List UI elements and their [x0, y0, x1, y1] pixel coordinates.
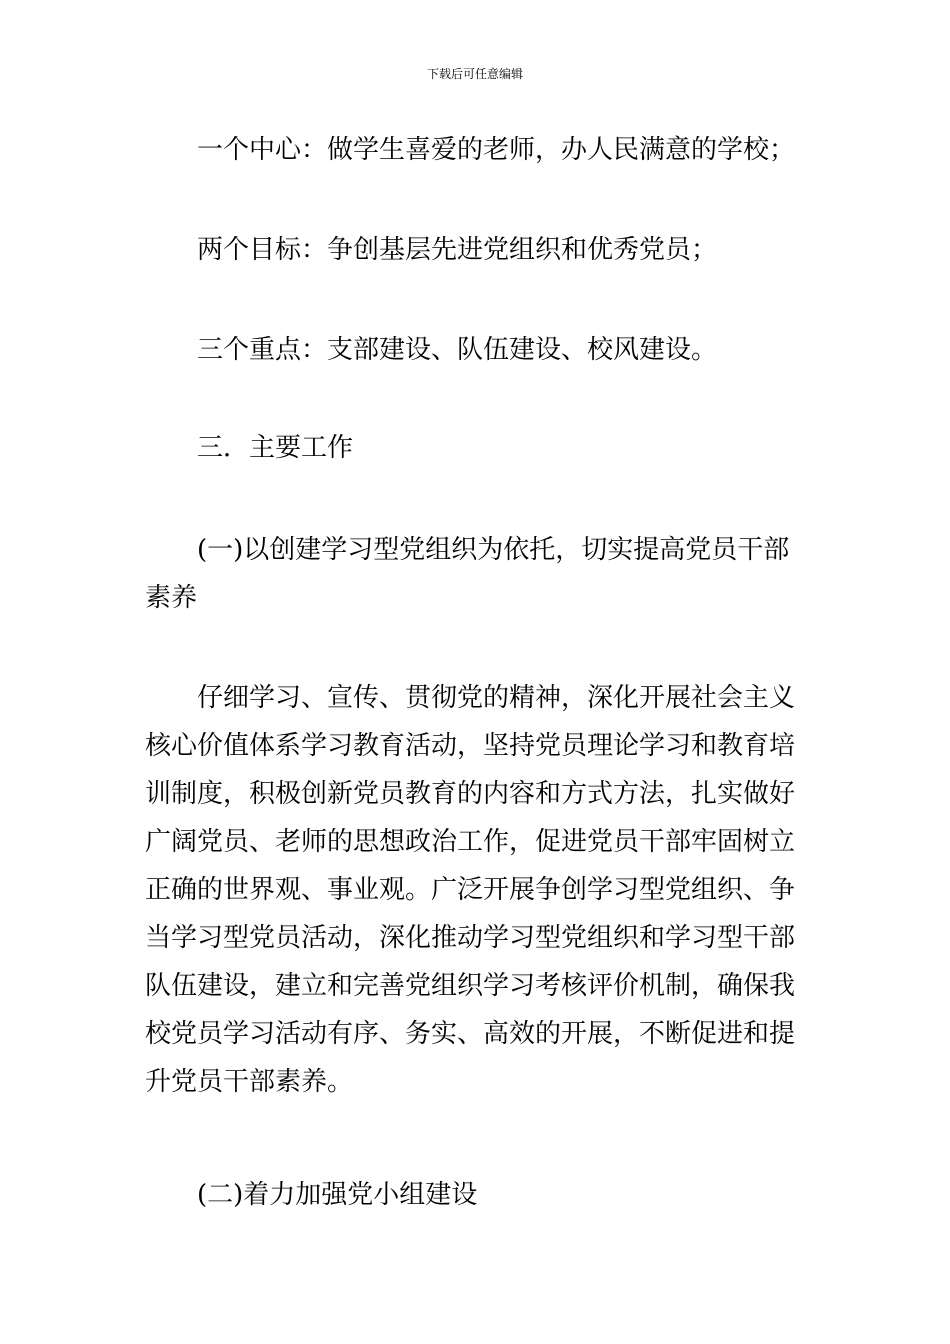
paragraph-row: 当学习型党员活动，深化推动学习型党组织和学习型干部 [145, 923, 796, 953]
body-paragraph [145, 674, 810, 1106]
paragraph-row: 核心价值体系学习教育活动，坚持党员理论学习和教育培 [145, 731, 796, 761]
subsection-1-heading [145, 526, 810, 622]
page-header: 下载后可任意编辑 [426, 67, 523, 81]
paragraph-row: 广阔党员、老师的思想政治工作，促进党员干部牢固树立 [145, 827, 796, 857]
subsection-1-row: (一)以创建学习型党组织为依托，切实提高党员干部 [197, 535, 790, 565]
goals-line: 两个目标：争创基层先进党组织和优秀党员； [197, 235, 718, 265]
focus-line: 三个重点：支部建设、队伍建设、校风建设。 [197, 335, 718, 365]
section-heading: 三．主要工作 [197, 433, 354, 463]
paragraph-row: 训制度，积极创新党员教育的内容和方式方法，扎实做好 [145, 779, 796, 809]
subsection-1-row: 素养 [145, 583, 198, 613]
center-line: 一个中心：做学生喜爱的老师，办人民满意的学校； [197, 135, 796, 165]
paragraph-row: 校党员学习活动有序、务实、高效的开展，不断促进和提 [145, 1019, 796, 1049]
paragraph-row: 仔细学习、宣传、贯彻党的精神，深化开展社会主义 [197, 683, 796, 713]
paragraph-row: 队伍建设，建立和完善党组织学习考核评价机制，确保我 [145, 971, 796, 1001]
subsection-2-heading: (二)着力加强党小组建设 [197, 1180, 478, 1210]
paragraph-row: 正确的世界观、事业观。广泛开展争创学习型党组织、争 [145, 875, 796, 905]
paragraph-row: 升党员干部素养。 [145, 1067, 354, 1097]
